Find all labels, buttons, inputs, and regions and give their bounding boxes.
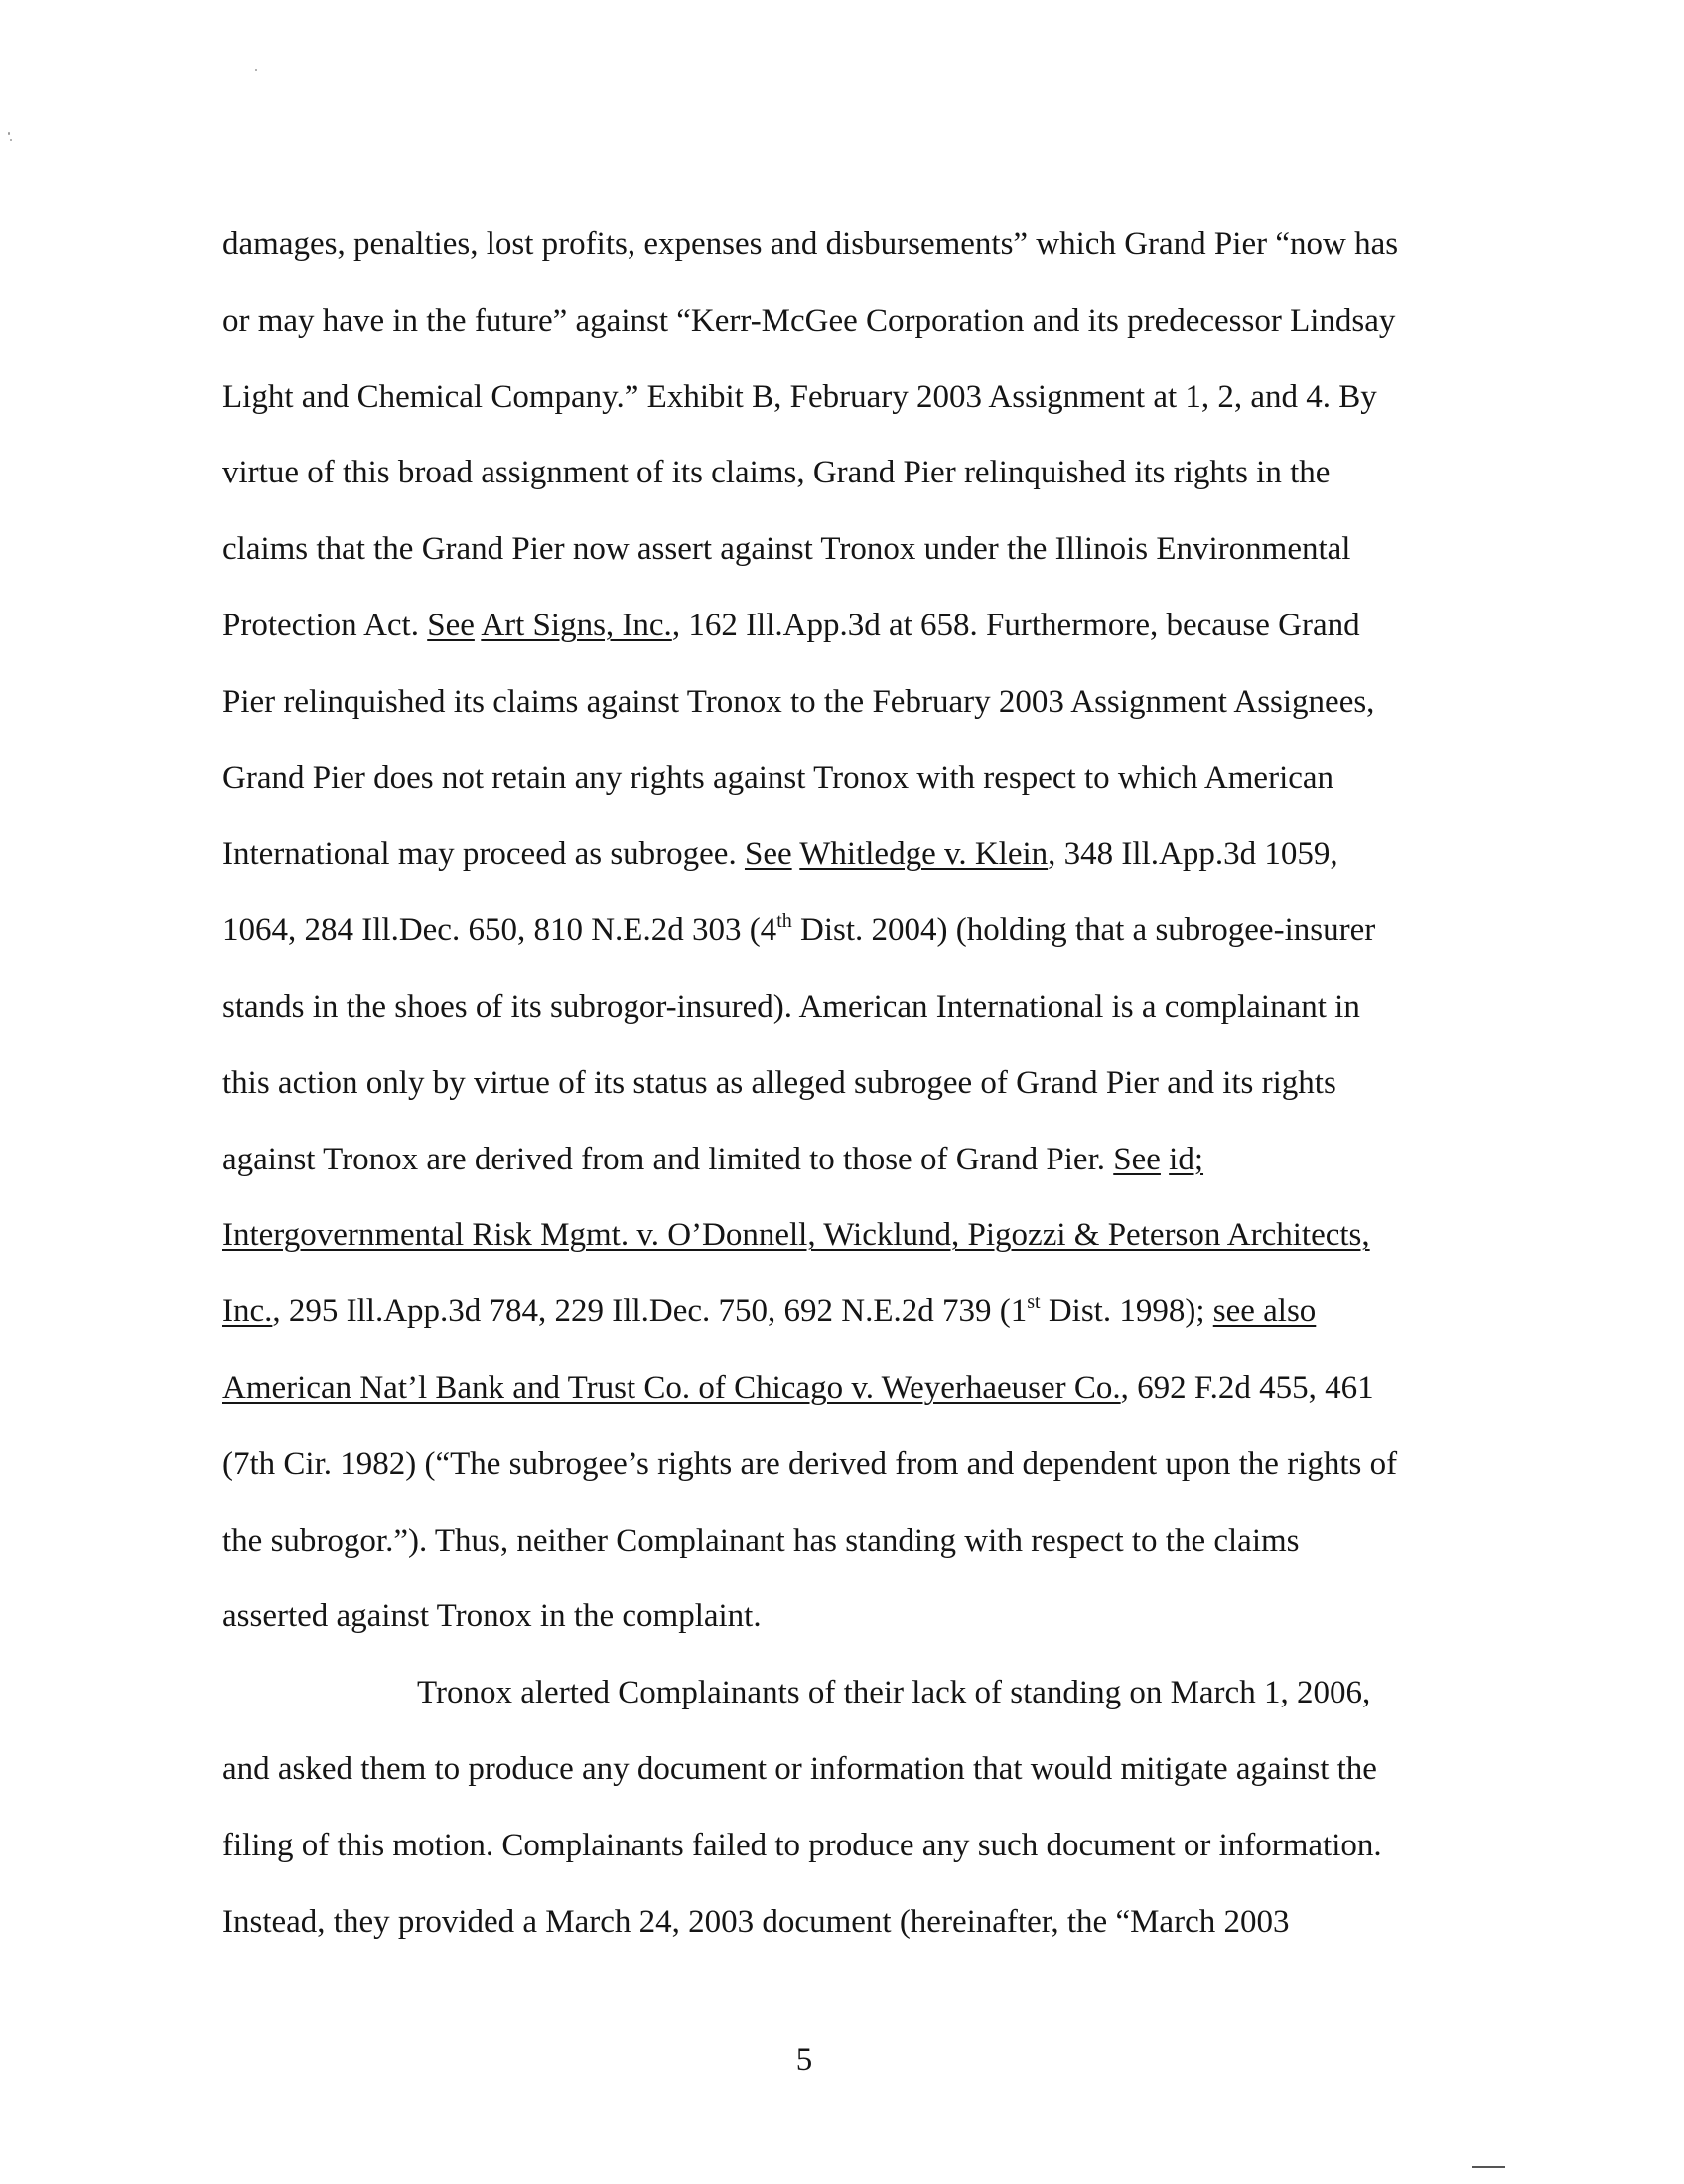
text-segment: International may proceed as subrogee. (222, 836, 745, 873)
citation-underlined: Whitledge v. Klein (799, 836, 1049, 873)
text-segment: this action only by virtue of its status as alleged subrogee of Grand Pier and its rights (222, 1064, 1336, 1101)
text-line (222, 1140, 1203, 1179)
text-line (222, 1368, 1374, 1408)
text-segment: damages, penalties, lost profits, expenses and disbursements” which Grand Pier “now has (222, 226, 1399, 262)
text-line (222, 1902, 1289, 1942)
text-line (222, 758, 1333, 798)
citation-underlined: Inc. (222, 1294, 273, 1330)
text-line (222, 987, 1360, 1026)
superscript: st (1027, 1292, 1041, 1314)
text-segment: , 692 F.2d 455, 461 (1120, 1370, 1374, 1406)
text-segment (1161, 1142, 1169, 1177)
text-segment: claims that the Grand Pier now assert against Tronox under the Illinois Environmental (222, 531, 1351, 568)
text-line (222, 1826, 1382, 1865)
text-segment: Protection Act. (222, 608, 428, 643)
citation-underlined: id; (1169, 1141, 1204, 1177)
text-line (222, 224, 1398, 264)
text-segment: Dist. 2004) (holding that a subrogee-insurer (791, 912, 1376, 949)
text-segment: Pier relinquished its claims against Tronox to the February 2003 Assignment Assignees, (222, 683, 1375, 720)
text-line (222, 529, 1350, 569)
text-segment: against Tronox are derived from and limited to those of Grand Pier. (222, 1141, 1114, 1177)
citation-underlined: See (744, 836, 792, 873)
text-line (222, 1521, 1300, 1561)
text-segment: the subrogor.”). Thus, neither Complainant has standing with respect to the claims (222, 1522, 1300, 1559)
text-line (222, 910, 1375, 950)
text-line (222, 1063, 1336, 1103)
scan-speck (10, 139, 12, 141)
text-segment: asserted against Tronox in the complaint. (222, 1598, 762, 1635)
text-segment: , 348 Ill.App.3d 1059, (1048, 836, 1338, 873)
text-line (222, 834, 1338, 874)
text-line (222, 1215, 1370, 1255)
text-segment: virtue of this broad assignment of its claims, Grand Pier relinquished its rights in the (222, 455, 1331, 491)
citation-underlined: See (1113, 1141, 1161, 1177)
text-segment: Light and Chemical Company.” Exhibit B, February 2003 Assignment at 1, 2, and 4. By (222, 378, 1377, 415)
citation-underlined: American Nat’l Bank and Trust Co. of Chicago v. Weyerhaeuser Co. (222, 1370, 1121, 1406)
text-line (222, 606, 1360, 645)
text-segment: Grand Pier does not retain any rights against Tronox with respect to which American (222, 759, 1334, 796)
text-segment: filing of this motion. Complainants failed to produce any such document or information. (222, 1827, 1382, 1863)
scan-speck (8, 132, 10, 135)
text-segment: Instead, they provided a March 24, 2003 document (hereinafter, the “March 2003 (222, 1903, 1290, 1940)
text-line (222, 1596, 762, 1636)
text-line (222, 1749, 1377, 1789)
scan-rule (1472, 2166, 1505, 2168)
text-line (222, 377, 1377, 417)
text-segment: , 162 Ill.App.3d at 658. Furthermore, because Grand (671, 608, 1360, 643)
text-line (222, 301, 1395, 341)
paragraph-first-line (417, 1673, 1370, 1712)
text-segment: , 295 Ill.App.3d 784, 229 Ill.Dec. 750, 692 N.E.2d 739 (1 (272, 1294, 1028, 1330)
citation-underlined: Intergovernmental Risk Mgmt. v. O’Donnell, Wicklund, Pigozzi & Peterson Architects, (222, 1217, 1370, 1254)
page-number: 5 (795, 2042, 813, 2078)
text-line (222, 1292, 1316, 1331)
text-segment: (7th Cir. 1982) (“The subrogee’s rights are derived from and dependent upon the rights of (222, 1445, 1398, 1482)
text-segment: Tronox alerted Complainants of their lack of standing on March 1, 2006, (417, 1675, 1371, 1711)
text-segment: and asked them to produce any document or information that would mitigate against the (222, 1751, 1377, 1787)
text-segment: Dist. 1998); (1040, 1294, 1213, 1330)
text-segment: stands in the shoes of its subrogor-insured). American International is a complainant in (222, 989, 1360, 1024)
text-segment: 1064, 284 Ill.Dec. 650, 810 N.E.2d 303 (4 (222, 912, 777, 949)
text-line (222, 1444, 1397, 1484)
scan-speck (255, 69, 257, 71)
text-segment: or may have in the future” against “Kerr-McGee Corporation and its predecessor Lindsay (222, 302, 1396, 339)
text-line (222, 453, 1330, 492)
citation-underlined: See (427, 608, 475, 643)
citation-underlined: see also (1212, 1294, 1317, 1330)
superscript: th (776, 910, 792, 933)
text-line (222, 682, 1374, 722)
citation-underlined: Art Signs, Inc. (481, 608, 672, 643)
